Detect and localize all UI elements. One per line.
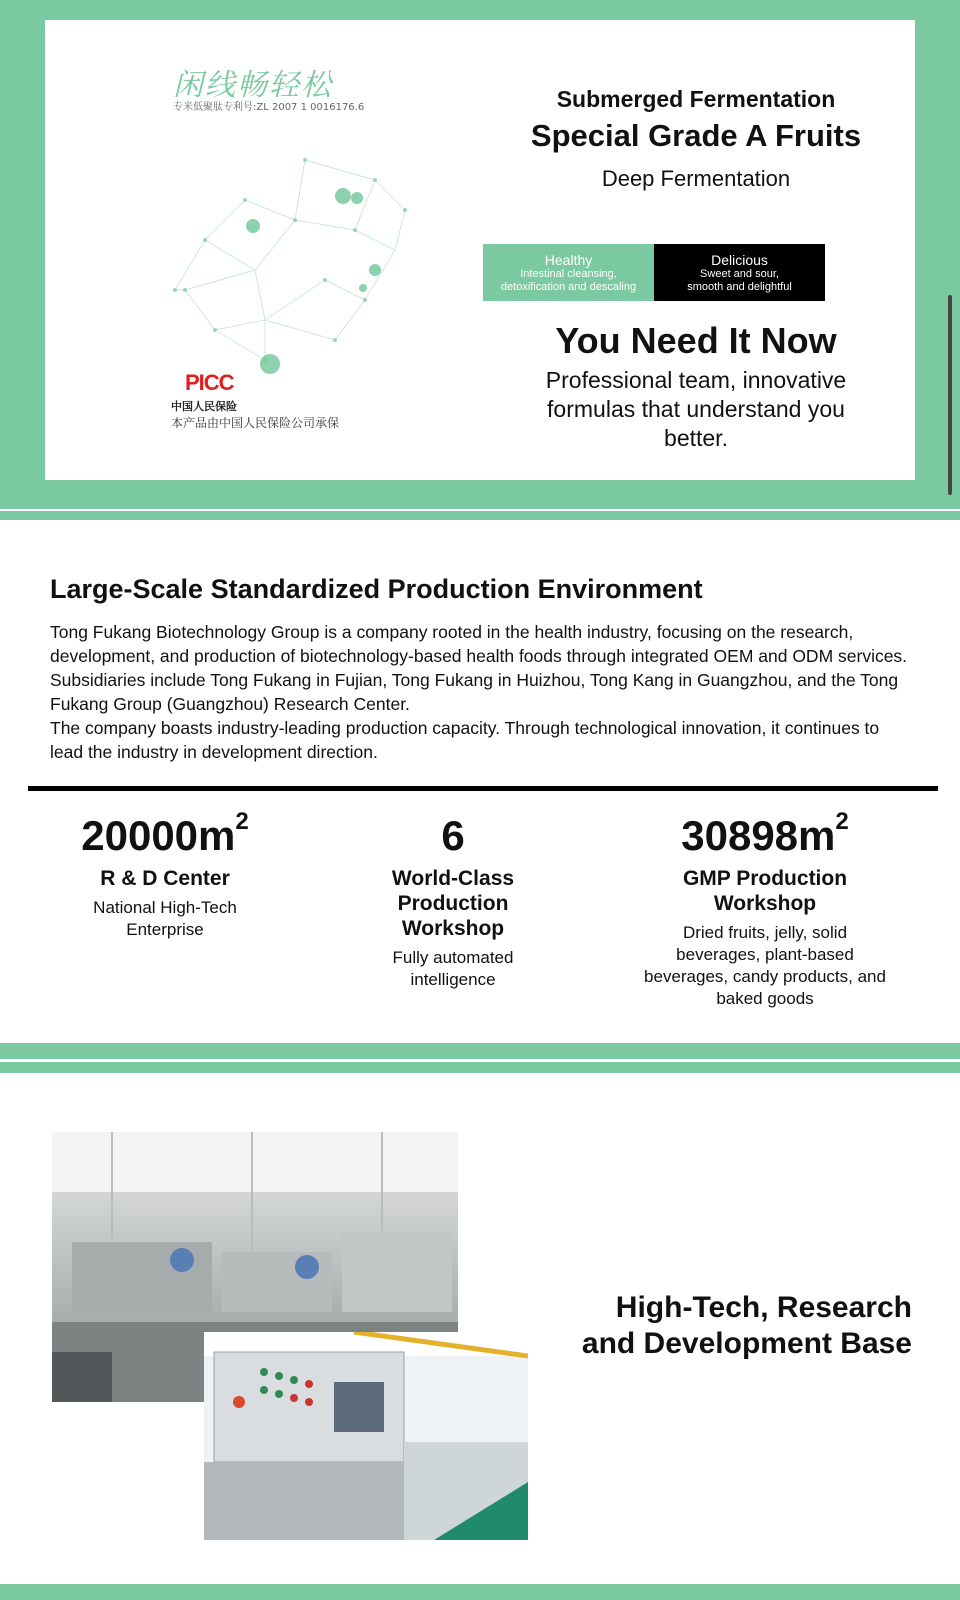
control-panel-graphic bbox=[204, 1332, 528, 1540]
stat-desc: National High-Tech Enterprise bbox=[93, 898, 237, 939]
stat-workshops bbox=[358, 812, 548, 991]
need-it-now-title: You Need It Now bbox=[555, 320, 837, 361]
benefit-line: detoxification and descaling bbox=[500, 280, 637, 293]
brand-logo-cn: 闲线畅轻松 bbox=[173, 68, 333, 103]
section-rule bbox=[28, 786, 938, 791]
headline-deep: Deep Fermentation bbox=[601, 166, 791, 191]
stat-number: $20000m^2$ bbox=[81, 808, 249, 859]
patent-text: 专米低聚肽专利号:ZL 2007 1 0016176.6 bbox=[173, 102, 365, 113]
production-title: Large-Scale Standardized Production Environment bbox=[50, 574, 703, 604]
production-description bbox=[50, 620, 910, 764]
stat-gmp bbox=[640, 808, 890, 1010]
stat-number: $30898m^2$ bbox=[681, 808, 849, 859]
bottom-band bbox=[0, 1584, 960, 1600]
molecule-illustration bbox=[125, 130, 445, 390]
hitech-title: High-Tech, Research and Development Base bbox=[581, 1291, 912, 1360]
headline-grade-a: Special Grade A Fruits bbox=[530, 118, 862, 153]
band-line bbox=[0, 1059, 960, 1062]
stat-label: R & D Center bbox=[100, 867, 230, 890]
stat-desc: Fully automated intelligence bbox=[392, 948, 514, 989]
benefit-line: Sweet and sour, bbox=[700, 267, 779, 280]
production-paragraph: The company boasts industry-leading production capacity. Through technological innovation, it continues to lead the industry in development direction. bbox=[50, 718, 880, 762]
banner-divider bbox=[0, 509, 960, 511]
banner-card bbox=[45, 20, 915, 480]
scrollbar[interactable] bbox=[948, 295, 952, 495]
need-it-now-text: Professional team, innovative formulas that understand you better. bbox=[545, 367, 847, 451]
stat-desc: Dried fruits, jelly, solid beverages, plant-based beverages, candy products, and baked goods bbox=[644, 923, 886, 1008]
benefit-row bbox=[483, 244, 825, 301]
top-banner-band bbox=[0, 0, 960, 520]
picc-cn-name: 中国人民保险 bbox=[171, 400, 237, 413]
benefit-title: Delicious bbox=[711, 251, 768, 268]
benefit-healthy bbox=[483, 244, 654, 301]
picc-logo: PICC bbox=[185, 370, 234, 395]
factory-photo-control-panel bbox=[204, 1332, 528, 1540]
benefit-delicious bbox=[654, 244, 825, 301]
stat-label: World-Class Production Workshop bbox=[391, 867, 515, 940]
scrollbar-thumb[interactable] bbox=[948, 295, 952, 495]
section-band bbox=[0, 1043, 960, 1073]
production-paragraph: Tong Fukang Biotechnology Group is a company rooted in the health industry, focusing on the research, development, and production of biotechnology-based health foods through integrated OEM and ODM services. Subsidiaries include Tong Fukang in Fujian, Tong Fukang in Huizhou, Tong Kang in Guangzhou, and the Tong Fukang Group (Guangzhou) Research Center. bbox=[50, 622, 908, 714]
picc-insurance-note: 本产品由中国人民保险公司承保 bbox=[171, 416, 340, 430]
headline-fermentation: Submerged Fermentation bbox=[556, 86, 836, 112]
stat-rd-center bbox=[60, 808, 270, 941]
stat-label: GMP Production Workshop bbox=[682, 867, 848, 915]
benefit-line: Intestinal cleansing, bbox=[520, 267, 617, 280]
benefit-line: smooth and delightful bbox=[687, 280, 792, 293]
benefit-title: Healthy bbox=[544, 251, 593, 268]
stat-number: 6 bbox=[441, 812, 465, 859]
